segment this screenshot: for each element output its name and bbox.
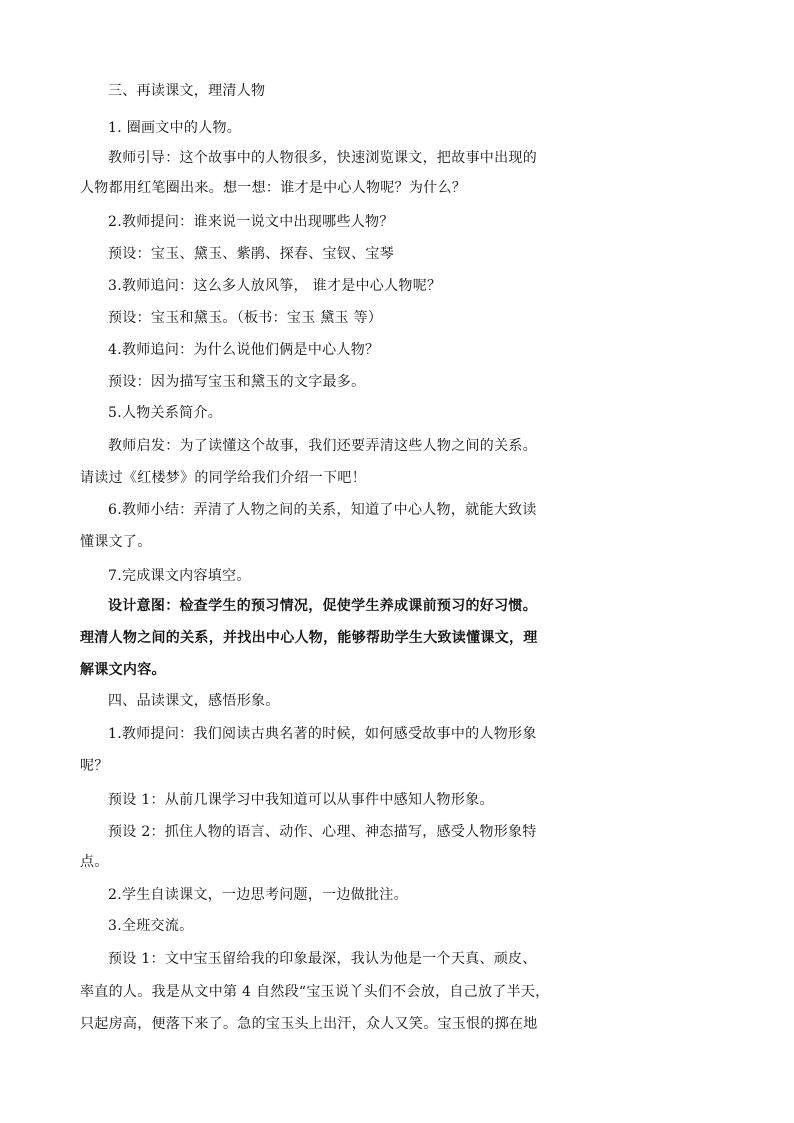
paragraph-line: 呢？ [80, 758, 109, 774]
paragraph-line: 预设 1：文中宝玉留给我的印象最深，我认为他是一个天真、顽皮、 [108, 951, 537, 967]
paragraph-line: 懂课文了。 [80, 534, 152, 550]
paragraph-line: 预设 1：从前几课学习中我知道可以从事件中感知人物形象。 [108, 792, 494, 808]
design-intent-line: 理清人物之间的关系，并找出中心人物，能够帮助学生大致读懂课文，理 [80, 630, 538, 646]
paragraph-line: 1.教师提问：我们阅读古典名著的时候，如何感受故事中的人物形象 [108, 726, 537, 742]
paragraph-line: 预设：因为描写宝玉和黛玉的文字最多。 [108, 374, 366, 390]
paragraph-line: 教师启发：为了读懂这个故事，我们还要弄清这些人物之间的关系。 [108, 438, 537, 454]
paragraph-line: 6.教师小结：弄清了人物之间的关系，知道了中心人物，就能大致读 [108, 502, 537, 518]
paragraph-line: 3.教师追问：这么多人放风筝， 谁才是中心人物呢？ [108, 278, 442, 294]
paragraph-line: 预设：宝玉和黛玉。（板书：宝玉 黛玉 等） [108, 310, 383, 326]
paragraph-line: 率直的人。我是从文中第 4 自然段“宝玉说丫头们不会放，自己放了半天， [80, 984, 550, 1000]
paragraph-line: 2.学生自读课文，一边思考问题，一边做批注。 [108, 887, 408, 903]
paragraph-line: 2.教师提问：谁来说一说文中出现哪些人物？ [108, 214, 394, 230]
paragraph-line: 1. 圈画文中的人物。 [108, 120, 242, 136]
paragraph-line: 4.教师追问：为什么说他们俩是中心人物？ [108, 342, 380, 358]
paragraph-line: 请读过《红楼梦》的同学给我们介绍一下吧！ [80, 470, 366, 486]
paragraph-line: 3.全班交流。 [108, 918, 194, 934]
design-intent-line: 设计意图：检查学生的预习情况，促使学生养成课前预习的好习惯。 [108, 598, 537, 614]
section-heading-4: 四、品读课文，感悟形象。 [108, 693, 280, 709]
paragraph-line: 教师引导：这个故事中的人物很多，快速浏览课文，把故事中出现的 [108, 150, 537, 166]
paragraph-line: 预设：宝玉、黛玉、紫鹃、探春、宝钗、宝琴 [108, 246, 394, 262]
paragraph-line: 点。 [80, 854, 109, 870]
paragraph-line: 预设 2：抓住人物的语言、动作、心理、神态描写，感受人物形象特 [108, 824, 537, 840]
paragraph-line: 人物都用红笔圈出来。想一想：谁才是中心人物呢？为什么？ [80, 180, 467, 196]
paragraph-line: 5.人物关系简介。 [108, 405, 223, 421]
paragraph-line: 7.完成课文内容填空。 [108, 568, 251, 584]
section-heading-3: 三、再读课文，理清人物 [108, 83, 266, 99]
design-intent-line: 解课文内容。 [80, 662, 166, 678]
paragraph-line: 只起房高，便落下来了。急的宝玉头上出汗，众人又笑。宝玉恨的掷在地 [80, 1016, 538, 1032]
